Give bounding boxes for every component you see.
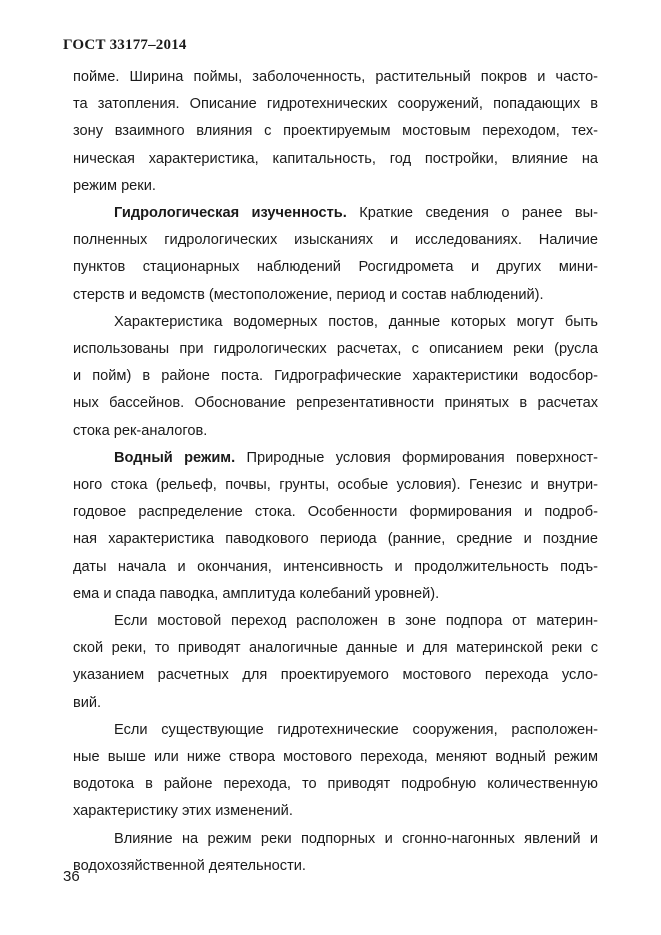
paragraph-hydraulic-structures (73, 717, 598, 826)
paragraph-floodplain (73, 64, 598, 200)
text-line: полненных гидрологических изысканиях и исследованиях. Наличие (73, 232, 598, 249)
text-line: та затопления. Описание гидротехнических сооружений, попадающих в (73, 96, 598, 113)
text-line: ных бассейнов. Обоснование репрезентативности принятых в расчетах (73, 395, 598, 412)
text-line: Если существующие гидротехнические сооружения, расположен- (114, 721, 598, 738)
text-line: водотока в районе перехода, то приводят подробную количественную (73, 776, 598, 793)
text-line (73, 200, 598, 227)
text-line: годовое распределение стока. Особенности формирования и подроб- (73, 504, 598, 521)
text-line: пунктов стационарных наблюдений Росгидромета и других мини- (73, 259, 598, 276)
text-line: ническая характеристика, капитальность, год постройки, влияние на (73, 150, 598, 167)
text-line: Характеристика водомерных постов, данные которых могут быть (114, 313, 598, 330)
text-line: стока рек-аналогов. (73, 422, 208, 439)
text-line: зону взаимного влияния с проектируемым мостовым переходом, тех- (73, 123, 598, 140)
text-line: использованы при гидрологических расчетах, с описанием реки (русла (73, 341, 598, 358)
paragraph-water-regime (73, 445, 598, 608)
paragraph-hydrological-study (73, 200, 598, 309)
text-line (73, 445, 598, 472)
text-line: и пойм) в районе поста. Гидрографические характеристики водосбор- (73, 368, 598, 385)
paragraph-backwater (73, 608, 598, 717)
text-line: указанием расчетных для проектируемого мостового перехода усло- (73, 667, 598, 684)
text-line: ема и спада паводка, амплитуда колебаний уровней). (73, 585, 440, 602)
paragraph-heading: Гидрологическая изученность. (114, 205, 347, 222)
text-line: водохозяйственной деятельности. (73, 857, 306, 874)
text-fragment: Краткие сведения о ранее вы- (346, 205, 598, 222)
text-line: пойме. Ширина поймы, заболоченность, растительный покров и часто- (73, 69, 598, 85)
paragraph-surge-phenomena (73, 826, 598, 880)
body-text (73, 64, 598, 880)
text-line: стерств и ведомств (местоположение, период и состав наблюдений). (73, 286, 544, 303)
text-line: Влияние на режим реки подпорных и сгонно-нагонных явлений и (114, 830, 598, 847)
text-line: ного стока (рельеф, почвы, грунты, особые условия). Генезис и внутри- (73, 477, 598, 494)
text-line: характеристику этих изменений. (73, 803, 293, 820)
paragraph-heading: Водный режим. (114, 449, 236, 466)
text-line: Если мостовой переход расположен в зоне подпора от материн- (114, 613, 598, 630)
text-fragment: Природные условия формирования поверхност- (235, 449, 598, 466)
page-number: 36 (63, 868, 80, 885)
text-line: ные выше или ниже створа мостового перехода, меняют водный режим (73, 749, 598, 766)
text-line: ской реки, то приводят аналогичные данные и для материнской реки с (73, 640, 598, 657)
text-line: режим реки. (73, 177, 156, 194)
text-line: даты начала и окончания, интенсивность и продолжительность подъ- (73, 558, 598, 575)
text-line: ная характеристика паводкового периода (ранние, средние и поздние (73, 531, 598, 548)
paragraph-gauging-stations (73, 309, 598, 445)
text-line: вий. (73, 694, 102, 711)
standard-header: ГОСТ 33177–2014 (63, 37, 187, 53)
